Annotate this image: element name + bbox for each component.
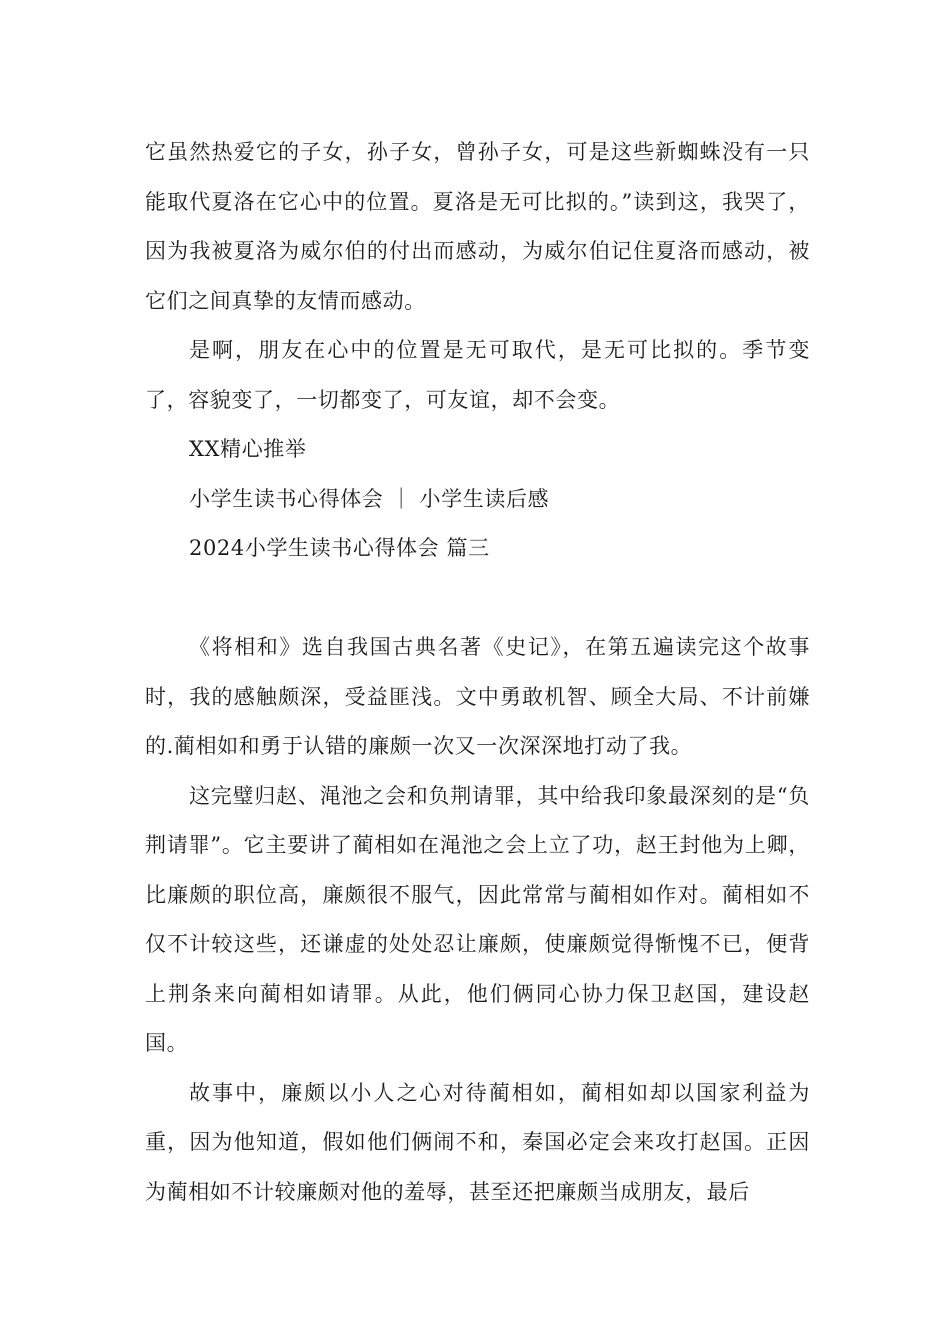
paragraph-intro: 《将相和》选自我国古典名著《史记》，在第五遍读完这个故事时，我的感触颇深，受益匪浅。文中勇敢机智、顾全大局、不计前嫌的.蔺相如和勇于认错的廉颇一次又一次深深地打动了我。 xyxy=(145,635,810,758)
paragraph-friendship: 是啊，朋友在心中的位置是无可取代，是无可比拟的。季节变了，容貌变了，一切都变了，可友谊，却不会变。 xyxy=(145,338,810,412)
recommend-links[interactable]: 小学生读书心得体会 ｜ 小学生读后感 xyxy=(189,486,550,511)
recommend-label: XX精心推举 xyxy=(189,437,307,461)
paragraph-continuation: 它虽然热爱它的子女，孙子女，曾孙子女，可是这些新蜘蛛没有一只能取代夏洛在它心中的位置。夏洛是无可比拟的。”读到这，我哭了，因为我被夏洛为威尔伯的付出而感动，为威尔伯记住夏洛而感动，被它们之间真挚的友情而感动。 xyxy=(145,140,810,313)
blank-line xyxy=(145,574,810,624)
document-body xyxy=(145,128,810,1217)
paragraph-reflection: 故事中，廉颇以小人之心对待蔺相如，蔺相如却以国家利益为重，因为他知道，假如他们俩闹不和，秦国必定会来攻打赵国。正因为蔺相如不计较廉颇对他的羞辱，甚至还把廉颇当成朋友，最后 xyxy=(145,1080,810,1204)
paragraph-story: 这完璧归赵、渑池之会和负荆请罪，其中给我印象最深刻的是“负荆请罪”。它主要讲了蔺相如在渑池之会上立了功，赵王封他为上卿，比廉颇的职位高，廉颇很不服气，因此常常与蔺相如作对。蔺相如不仅不计较这些，还谦虚的处处忍让廉颇，使廉颇觉得惭愧不已，便背上荆条来向蔺相如请罪。从此，他们俩同心协力保卫赵国，建设赵国。 xyxy=(145,783,810,1055)
section-title: 2024小学生读书心得体会 篇三 xyxy=(189,536,490,560)
